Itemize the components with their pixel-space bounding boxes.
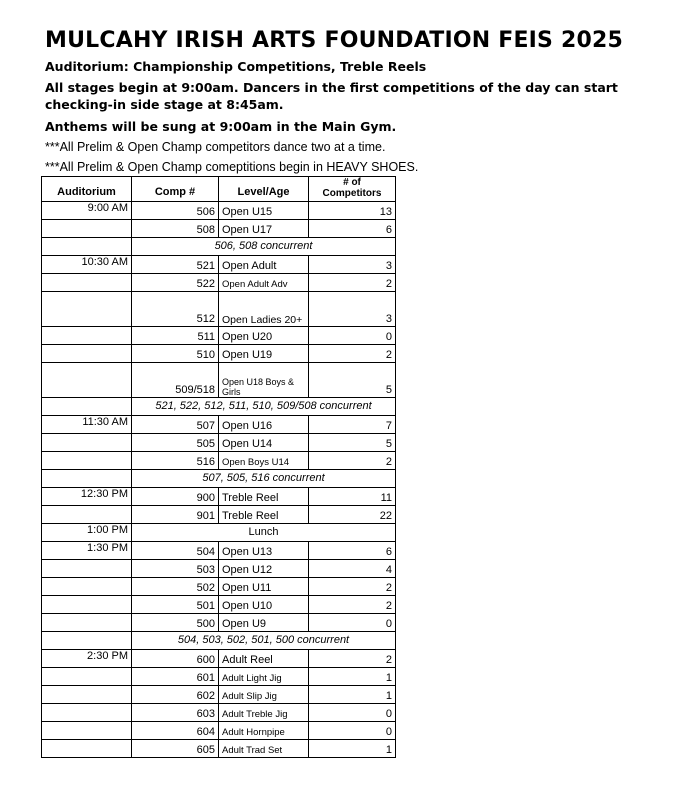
two-at-a-time-note: ***All Prelim & Open Champ competitors dance two at a time. xyxy=(45,140,386,154)
comp-number-cell: 509/518 xyxy=(132,363,219,398)
table-row xyxy=(42,740,396,758)
competitor-count-cell: 4 xyxy=(309,560,396,578)
time-cell xyxy=(42,686,132,704)
column-header-competitors-line1: # of xyxy=(343,177,361,188)
level-age-cell: Treble Reel xyxy=(219,506,309,524)
column-header-competitors xyxy=(309,177,396,202)
competitor-count-cell: 2 xyxy=(309,345,396,363)
time-cell xyxy=(42,327,132,345)
time-cell xyxy=(42,398,132,416)
concurrent-note: 507, 505, 516 concurrent xyxy=(132,470,396,488)
time-cell xyxy=(42,345,132,363)
table-row xyxy=(42,274,396,292)
table-row xyxy=(42,256,396,274)
competitor-count-cell: 1 xyxy=(309,686,396,704)
table-header-row xyxy=(42,177,396,202)
time-cell xyxy=(42,722,132,740)
competitor-count-cell: 6 xyxy=(309,220,396,238)
level-age-cell: Open U17 xyxy=(219,220,309,238)
anthems-note: Anthems will be sung at 9:00am in the Main Gym. xyxy=(45,119,397,134)
table-row xyxy=(42,614,396,632)
comp-number-cell: 516 xyxy=(132,452,219,470)
concurrent-note: 504, 503, 502, 501, 500 concurrent xyxy=(132,632,396,650)
heavy-shoes-note: ***All Prelim & Open Champ comeptitions begin in HEAVY SHOES. xyxy=(45,160,419,174)
lunch-row xyxy=(42,524,396,542)
comp-number-cell: 604 xyxy=(132,722,219,740)
level-age-cell: Open Adult xyxy=(219,256,309,274)
level-age-cell: Adult Hornpipe xyxy=(219,722,309,740)
table-row xyxy=(42,416,396,434)
table-row xyxy=(42,506,396,524)
level-age-cell: Adult Treble Jig xyxy=(219,704,309,722)
time-cell xyxy=(42,614,132,632)
comp-number-cell: 522 xyxy=(132,274,219,292)
time-cell: 11:30 AM xyxy=(42,416,132,434)
competitor-count-cell: 22 xyxy=(309,506,396,524)
time-cell xyxy=(42,668,132,686)
level-age-cell: Open U14 xyxy=(219,434,309,452)
table-row xyxy=(42,202,396,220)
competitor-count-cell: 2 xyxy=(309,578,396,596)
table-row xyxy=(42,452,396,470)
competitor-count-cell: 5 xyxy=(309,363,396,398)
comp-number-cell: 511 xyxy=(132,327,219,345)
comp-number-cell: 500 xyxy=(132,614,219,632)
time-cell xyxy=(42,220,132,238)
page-title: MULCAHY IRISH ARTS FOUNDATION FEIS 2025 xyxy=(45,28,623,53)
concurrent-row xyxy=(42,398,396,416)
comp-number-cell: 503 xyxy=(132,560,219,578)
level-age-cell: Open Boys U14 xyxy=(219,452,309,470)
table-row xyxy=(42,220,396,238)
competitor-count-cell: 2 xyxy=(309,596,396,614)
time-cell xyxy=(42,434,132,452)
comp-number-cell: 502 xyxy=(132,578,219,596)
competitor-count-cell: 2 xyxy=(309,452,396,470)
competitor-count-cell: 0 xyxy=(309,614,396,632)
concurrent-row xyxy=(42,470,396,488)
time-cell xyxy=(42,274,132,292)
table-row xyxy=(42,363,396,398)
competitor-count-cell: 6 xyxy=(309,542,396,560)
schedule-table xyxy=(41,176,396,758)
time-cell: 12:30 PM xyxy=(42,488,132,506)
lunch-cell: Lunch xyxy=(132,524,396,542)
table-row xyxy=(42,578,396,596)
level-age-cell: Open U9 xyxy=(219,614,309,632)
competitor-count-cell: 0 xyxy=(309,704,396,722)
level-age-cell: Open U12 xyxy=(219,560,309,578)
level-age-cell: Treble Reel xyxy=(219,488,309,506)
competitor-count-cell: 5 xyxy=(309,434,396,452)
time-cell: 1:00 PM xyxy=(42,524,132,542)
schedule-body xyxy=(42,202,396,758)
table-row xyxy=(42,327,396,345)
time-cell: 10:30 AM xyxy=(42,256,132,274)
time-cell xyxy=(42,632,132,650)
table-row xyxy=(42,292,396,327)
comp-number-cell: 521 xyxy=(132,256,219,274)
level-age-cell: Adult Trad Set xyxy=(219,740,309,758)
competitor-count-cell: 11 xyxy=(309,488,396,506)
column-header-level: Level/Age xyxy=(219,177,309,202)
comp-number-cell: 602 xyxy=(132,686,219,704)
table-row xyxy=(42,542,396,560)
page-subtitle: Auditorium: Championship Competitions, Treble Reels xyxy=(45,59,427,74)
comp-number-cell: 506 xyxy=(132,202,219,220)
table-row xyxy=(42,345,396,363)
column-header-competitors-line2: Competitors xyxy=(322,188,382,199)
level-age-cell: Open U20 xyxy=(219,327,309,345)
table-row xyxy=(42,488,396,506)
competitor-count-cell: 0 xyxy=(309,327,396,345)
time-cell: 2:30 PM xyxy=(42,650,132,668)
time-cell xyxy=(42,506,132,524)
time-cell xyxy=(42,452,132,470)
time-cell: 9:00 AM xyxy=(42,202,132,220)
table-row xyxy=(42,722,396,740)
comp-number-cell: 600 xyxy=(132,650,219,668)
comp-number-cell: 508 xyxy=(132,220,219,238)
time-cell xyxy=(42,578,132,596)
comp-number-cell: 901 xyxy=(132,506,219,524)
time-cell xyxy=(42,292,132,327)
competitor-count-cell: 2 xyxy=(309,650,396,668)
table-row xyxy=(42,596,396,614)
start-time-note: All stages begin at 9:00am. Dancers in the first competitions of the day can start checking-in side stage at 8:45am. xyxy=(45,80,618,112)
concurrent-note: 521, 522, 512, 511, 510, 509/508 concurrent xyxy=(132,398,396,416)
comp-number-cell: 504 xyxy=(132,542,219,560)
time-cell xyxy=(42,363,132,398)
comp-number-cell: 507 xyxy=(132,416,219,434)
time-cell xyxy=(42,596,132,614)
column-header-auditorium: Auditorium xyxy=(42,177,132,202)
level-age-cell: Open Adult Adv xyxy=(219,274,309,292)
level-age-cell: Adult Slip Jig xyxy=(219,686,309,704)
level-age-cell: Open U15 xyxy=(219,202,309,220)
level-age-cell: Open Ladies 20+ xyxy=(219,292,309,327)
column-header-comp: Comp # xyxy=(132,177,219,202)
level-age-cell: Open U16 xyxy=(219,416,309,434)
comp-number-cell: 900 xyxy=(132,488,219,506)
table-row xyxy=(42,668,396,686)
table-row xyxy=(42,560,396,578)
level-age-cell: Open U13 xyxy=(219,542,309,560)
comp-number-cell: 505 xyxy=(132,434,219,452)
table-row xyxy=(42,704,396,722)
level-age-cell: Open U18 Boys & Girls xyxy=(219,363,309,398)
level-age-cell: Open U19 xyxy=(219,345,309,363)
competitor-count-cell: 0 xyxy=(309,722,396,740)
level-age-cell: Open U10 xyxy=(219,596,309,614)
competitor-count-cell: 1 xyxy=(309,668,396,686)
level-age-cell: Adult Reel xyxy=(219,650,309,668)
concurrent-row xyxy=(42,238,396,256)
comp-number-cell: 601 xyxy=(132,668,219,686)
concurrent-note: 506, 508 concurrent xyxy=(132,238,396,256)
time-cell xyxy=(42,704,132,722)
concurrent-row xyxy=(42,632,396,650)
table-row xyxy=(42,434,396,452)
time-cell xyxy=(42,560,132,578)
table-row xyxy=(42,650,396,668)
competitor-count-cell: 3 xyxy=(309,256,396,274)
competitor-count-cell: 1 xyxy=(309,740,396,758)
level-age-cell: Adult Light Jig xyxy=(219,668,309,686)
comp-number-cell: 605 xyxy=(132,740,219,758)
competitor-count-cell: 2 xyxy=(309,274,396,292)
time-cell xyxy=(42,238,132,256)
competitor-count-cell: 7 xyxy=(309,416,396,434)
comp-number-cell: 510 xyxy=(132,345,219,363)
comp-number-cell: 501 xyxy=(132,596,219,614)
time-cell: 1:30 PM xyxy=(42,542,132,560)
table-row xyxy=(42,686,396,704)
competitor-count-cell: 13 xyxy=(309,202,396,220)
time-cell xyxy=(42,470,132,488)
level-age-cell: Open U11 xyxy=(219,578,309,596)
competitor-count-cell: 3 xyxy=(309,292,396,327)
comp-number-cell: 603 xyxy=(132,704,219,722)
time-cell xyxy=(42,740,132,758)
comp-number-cell: 512 xyxy=(132,292,219,327)
